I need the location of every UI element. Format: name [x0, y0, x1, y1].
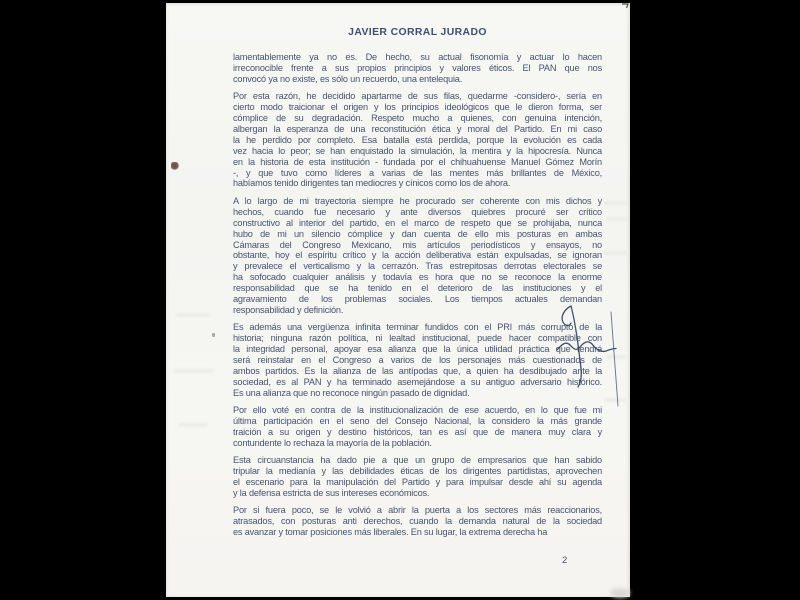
document-body: [233, 52, 602, 538]
paragraph: [233, 196, 602, 316]
text-line: es avanzar y tomar posiciones más liberales. En su lugar, la extrema derecha ha: [233, 527, 548, 538]
text-line: cómplice de su degradación. Respeto mucho a quienes, con genuina intención,: [233, 113, 602, 124]
text-line: ambos partidos. Es la alianza de las antípodas que, a quien ha desdibujado ante la: [233, 365, 602, 376]
text-line: agravamiento de los problemas sociales. Los tiempos actuales demandan: [233, 294, 602, 305]
paragraph: [233, 52, 602, 85]
text-line: convocó ya no existe, es sólo un recuerdo, una entelequia.: [233, 73, 463, 84]
document-page: [166, 3, 630, 597]
text-line: y prevalece el verticalismo y la cerrazón. Tras estrepitosas derrotas electorales se: [233, 261, 602, 272]
paragraph: [233, 455, 602, 499]
text-line: en la historia de esta institución - fundada por el chihuahuense Manuel Gómez Morín: [233, 156, 602, 167]
small-speck: [212, 333, 215, 337]
text-line: tripular la medianía y las debilidades éticas de los dirigentes partidistas, aprovechen: [233, 466, 602, 477]
text-line: habíamos tenido dirigentes tan mediocres y cínicos como los de ahora.: [233, 178, 511, 189]
text-line: irreconocible frente a sus propios principios y valores éticos. El PAN que nos: [233, 62, 602, 73]
bleed-through-ghosting: [604, 201, 626, 205]
text-line: traición a su origen y destino históricos, tan es así que de manera muy clara y: [233, 427, 602, 437]
text-line: -, y que tuvo como líderes a varias de las mentes más brillantes de México,: [233, 167, 602, 178]
text-line: la he perdido por completo. Esa batalla está perdida, porque la evolución es cada: [233, 134, 602, 145]
text-line: responsabilidad que se ha tenido en el deterioro de las instituciones y el: [233, 283, 602, 294]
bleed-through-ghosting: [174, 369, 214, 373]
bleed-through-ghosting: [178, 423, 208, 427]
paragraph: [233, 405, 602, 449]
paragraph: [233, 322, 602, 398]
text-line: lamentablemente ya no es. De hecho, su actual fisonomía y actuar lo hacen: [233, 52, 602, 62]
page-number: 2: [562, 555, 568, 566]
text-line: Por si fuera poco, se le volvió a abrir la puerta a los sectores más reaccionarios,: [233, 505, 602, 516]
text-line: contundente lo rechaza la mayoría de la población.: [233, 437, 432, 448]
page-corner-mark: [622, 4, 628, 8]
bottom-right-smudge: [610, 588, 630, 598]
bleed-through-ghosting: [604, 398, 626, 402]
text-line: A lo largo de mi trayectoria siempre he procurado ser coherente con mis dichos y: [233, 195, 602, 206]
text-line: constructivo al interior del partido, en el marco de respeto que se prohijaba, nunca: [233, 217, 602, 228]
text-line: Cámaras del Congreso Mexicano, mis artículos periodísticos y ensayos, no: [233, 239, 602, 250]
text-line: responsabilidad y definición.: [233, 304, 344, 315]
text-line: Esta circuanstancia ha dado pie a que un grupo de empresarios que han sabido: [233, 455, 602, 466]
text-line: Por ello voté en contra de la institucionalización de ese acuerdo, en lo que fue mi: [233, 405, 602, 416]
text-line: Es además una vergüenza infinita terminar fundidos con el PRI más corrupto de la: [233, 322, 602, 333]
text-line: Es una alianza que no reconoce ningún pasado de dignidad.: [233, 387, 470, 398]
text-line: la integridad personal, apoyar esa alianza que la única utilidad práctica que tendrá: [233, 344, 602, 355]
text-line: cierto modo traicionar el origen y los principios ideológicos que le dieron forma, ser: [233, 102, 602, 113]
text-line: atrasados, con posturas anti derechos, cuando la demanda natural de la sociedad: [233, 516, 602, 527]
ink-speck-left-margin: [171, 162, 179, 170]
text-line: vez hacia lo peor; se han enquistado la simulación, la mentira y la hipocresía. Nunca: [233, 145, 602, 156]
bleed-through-ghosting: [606, 355, 626, 359]
paragraph: [233, 505, 602, 538]
text-line: Por esta razón, he decidido apartarme de sus filas, quedarme -considero-, sería en: [233, 91, 602, 102]
bleed-through-ghosting: [176, 313, 210, 317]
bleed-through-ghosting: [606, 217, 626, 221]
paragraph: [233, 91, 602, 189]
text-line: sociedad, es al PAN y ha terminado asemejándose a su antiguo adversario histórico.: [233, 376, 602, 387]
text-line: última participación en el seno del Consejo Nacional, la considero la más grande: [233, 416, 602, 427]
page-title: JAVIER CORRAL JURADO: [348, 27, 487, 38]
text-line: historia; ninguna razón política, ni lealtad institucional, puede hacer compatible con: [233, 333, 602, 344]
text-line: el escenario para la manipulación del Partido y para impulsar desde ahí su agenda: [233, 477, 602, 488]
text-line: obstante, hoy el espíritu crítico y la acción deliberativa están expulsadas, se ignoran: [233, 250, 602, 261]
text-line: y la defensa estricta de sus intereses económicos.: [233, 488, 430, 499]
text-line: será reinstalar en el Congreso a varios de los personajes más cuestionados de: [233, 355, 602, 366]
text-line: hubo de mi un silencio cómplice y dan cuenta de ello mis posturas en ambas: [233, 228, 602, 239]
bleed-through-ghosting: [603, 251, 627, 255]
text-line: albergan la esperanza de una reconstitución ética y moral del Partido. En mi caso: [233, 123, 602, 134]
text-line: ha sofocado cualquier análisis y todavía es hora que no se reconoce la enorme: [233, 272, 602, 283]
text-line: hechos, cuando fue necesario y ante diversos quiebres procuré ser crítico: [233, 206, 602, 217]
